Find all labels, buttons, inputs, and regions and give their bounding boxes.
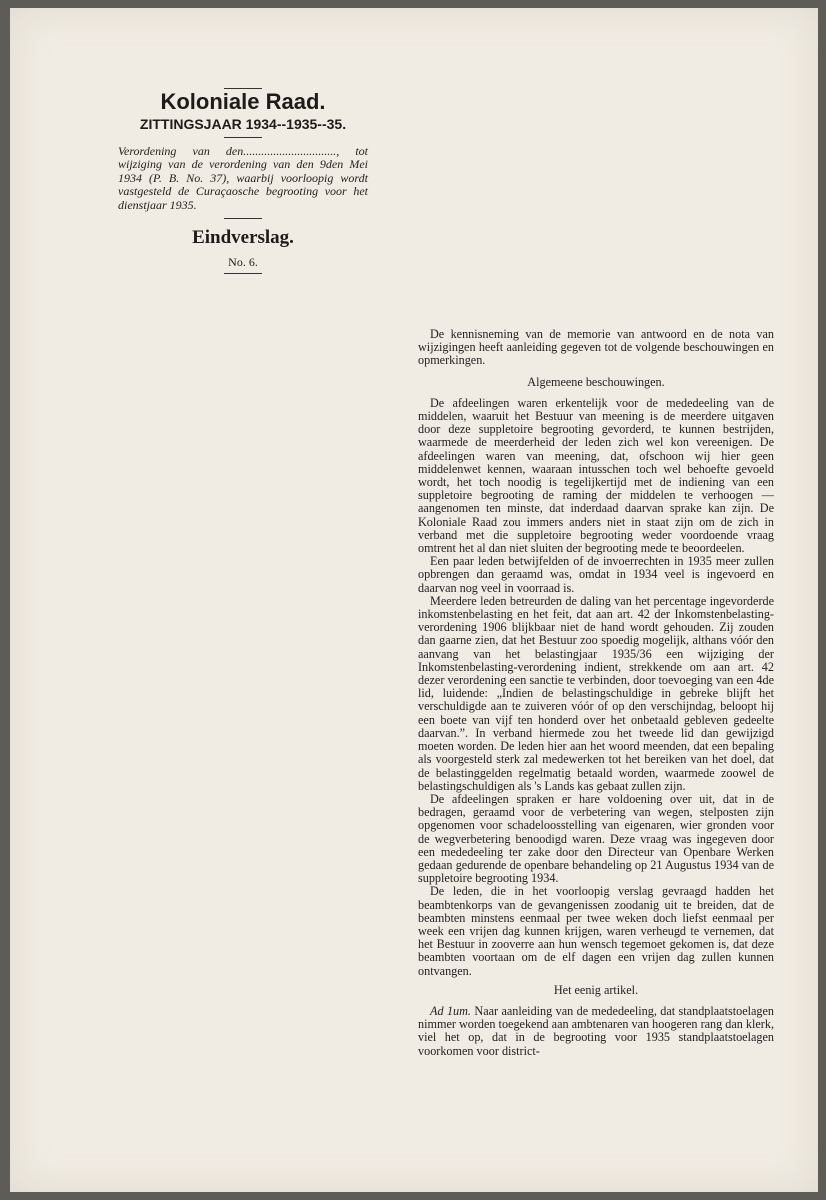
document-header: [118, 88, 368, 274]
article-paragraph: [418, 1005, 774, 1058]
council-title: Koloniale Raad.: [160, 89, 326, 114]
ordinance-description: Verordening van den..............................., tot wijziging van de verordening van den 9den Mei 1934 (P. B. No. 37), waarbij voorloopig wordt vastgesteld de Curaçaosche begrooting voor het dienstjaar 1935.: [118, 144, 368, 212]
article-lead: Ad 1um.: [430, 1003, 471, 1018]
general-heading: Algemeene beschouwingen.: [527, 374, 665, 389]
paragraph: Meerdere leden betreurden de daling van het percentage ingevorderde inkomstenbelasting en het feit, dat aan art. 42 der Inkomstenbelasting-verordening 1906 blijkbaar niet de hand wordt gehouden. Zij zouden dan gaarne zien, dat het Bestuur zoo spoedig mogelijk, althans vóór den aanvang van het belastingjaar 1935/36 een wijziging der Inkomstenbelasting-verordening indient, strekkende om aan art. 42 dezer verordening een sanctie te verbinden, door toevoeging van een 4de lid, luidende: „Indien de belastingschuldige in gebreke blijft het verschuldigde aan te zuiveren vóór of op den verschijndag, beloopt hij een boete van vijf ten honderd over het onbetaald gebleven gedeelte daarvan.”. In verband hiermede zou het tweede lid dan gewijzigd moeten worden. De leden hier aan het woord meenden, dat een bepaling als voorgesteld sterk zal medewerken tot het bereiken van het doel, dat de belastinggelden regelmatig betaald worden, waarmede zoowel de belastingschuldigen als 's Lands kas gebaat zullen zijn.: [418, 593, 774, 793]
rule-2: [224, 218, 262, 219]
paragraph: De leden, die in het voorloopig verslag gevraagd hadden het beambtenkorps van de gevangenissen zoodanig uit te breiden, dat de beambten minstens eenmaal per twee weken doch liefst eenmaal per week een vrijen dag kunnen krijgen, waren verheugd te vernemen, dat het Bestuur in zooverre aan hun wensch tegemoet gekomen is, dat deze beambten voortaan om de elf dagen een vrijen dag zullen kunnen ontvangen.: [418, 884, 774, 978]
report-title: Eindverslag.: [192, 227, 294, 249]
report-body: [418, 328, 774, 1058]
session-year: ZITTINGSJAAR 1934--1935--35.: [139, 116, 347, 132]
rule-1: [224, 137, 262, 138]
article-heading: Het eenig artikel.: [553, 982, 639, 997]
article-text: Naar aanleiding van de mededeeling, dat standplaatstoelagen nimmer worden toegekend aan ambtenaren van hoogeren rang dan klerk, viel het op, dat in de begrooting voor 1935 standplaatstoelagen voorkomen voor district-: [418, 1003, 775, 1058]
paragraph: De afdeelingen waren erkentelijk voor de mededeeling van de middelen, waaruit het Bestuur van meening is de meerdere uitgaven door deze suppletoire begrooting gevorderd, te kunnen bestrijden, waarmede de meerderheid der leden zich wel kon vereenigen. De afdeelingen waren van meening, dat, ofschoon wij hier geen middelenwet kennen, waaraan intusschen toch wel behoefte gevoeld wordt, het toch noodig is tegelijkertijd met de indiening van een suppletoire begrooting de raming der middelen te verhoogen — aangenomen ten minste, dat inderdaad daarvan sprake kan zijn. De Koloniale Raad zou immers anders niet in staat zijn om de zich in verband met die suppletoire begrooting weder voordoende vraag omtrent het al dan niet sluiten der begrooting mede te beoordeelen.: [418, 395, 774, 556]
document-page: [10, 8, 818, 1192]
intro-paragraph: De kennisneming van de memorie van antwoord en de nota van wijzigingen heeft aanleiding gegeven tot de volgende beschouwingen en opmerkingen.: [418, 327, 774, 368]
paragraph: Een paar leden betwijfelden of de invoerrechten in 1935 meer zullen opbrengen dan geraamd was, omdat in 1934 veel is ingevoerd en daarvan nog veel in voorraad is.: [418, 554, 774, 595]
paragraph: De afdeelingen spraken er hare voldoening over uit, dat in de bedragen, geraamd voor de verbetering van wegen, stelposten zijn opgenomen voor schadeloosstelling van eigenaren, wier gronden voor de wegverbetering benoodigd waren. Deze vraag was ingegeven door een mededeeling ter zake door den Directeur van Openbare Werken gedaan gedurende de openbare behandeling op 21 Augustus 1934 van de suppletoire begrooting 1934.: [418, 791, 774, 886]
report-number: No. 6.: [224, 254, 262, 274]
